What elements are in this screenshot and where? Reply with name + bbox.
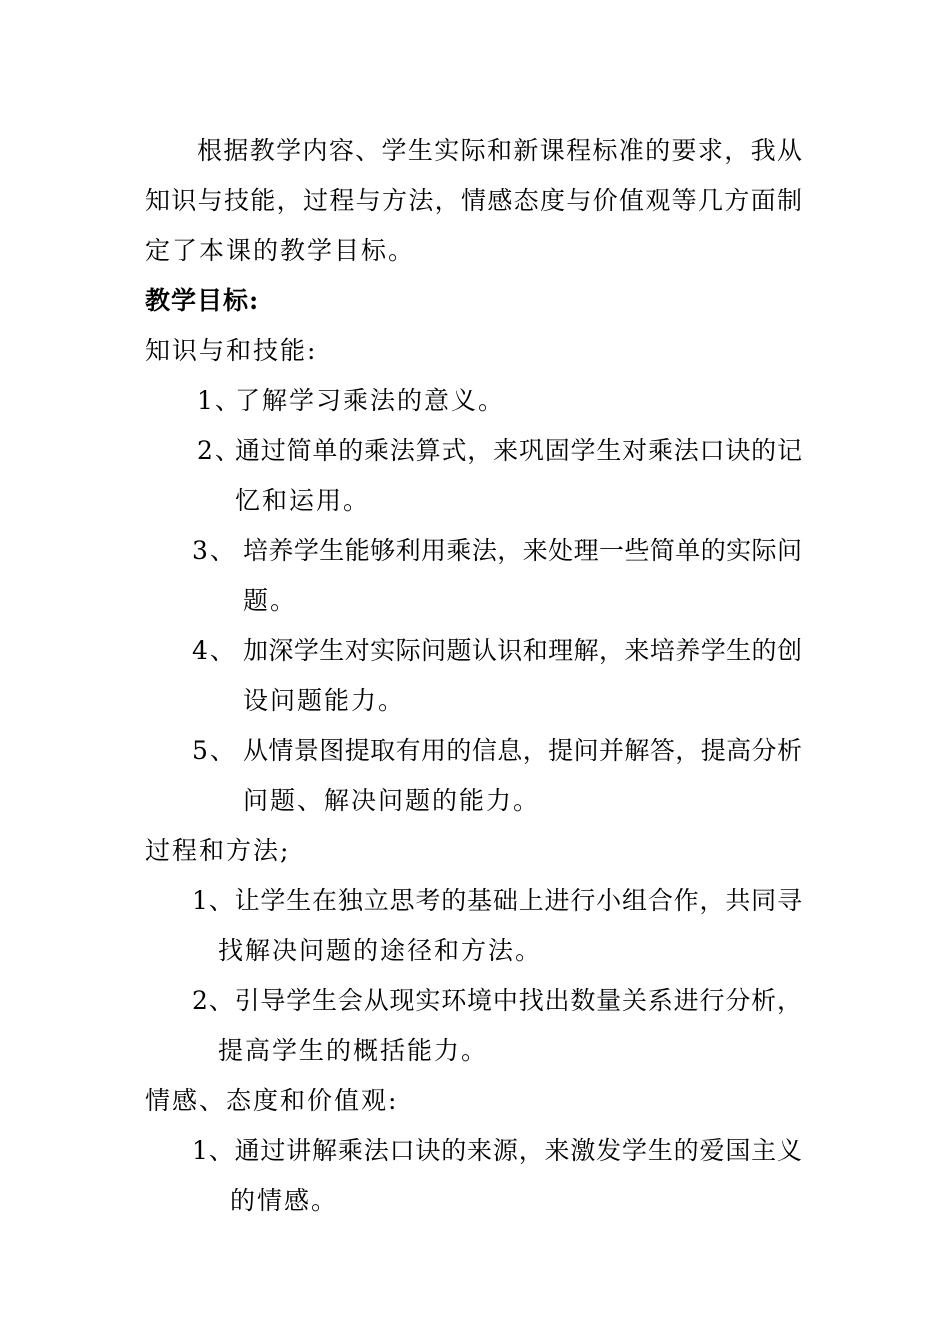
knowledge-item-1-text: 了解学习乘法的意义。	[235, 386, 506, 415]
emotion-item-1-text: 1、通过讲解乘法口诀的来源，来激发学生的爱国主义	[192, 1136, 802, 1165]
process-item-2-text-cont: 提高学生的概括能力。	[218, 1036, 489, 1065]
knowledge-item-2-number: 2、	[197, 436, 242, 465]
knowledge-item-2-text: 通过简单的乘法算式，来巩固学生对乘法口诀的记	[235, 436, 802, 465]
knowledge-item-1-number: 1、	[197, 386, 242, 415]
knowledge-item-3-text-cont: 题。	[243, 586, 298, 615]
knowledge-item-3-text: 培养学生能够利用乘法，来处理一些简单的实际问	[243, 536, 802, 565]
process-item-1-text: 1、让学生在独立思考的基础上进行小组合作，共同寻	[192, 886, 802, 915]
knowledge-item-5-number: 5、	[192, 736, 237, 765]
knowledge-item-2-text-cont: 忆和运用。	[235, 486, 371, 515]
knowledge-item-5-text-cont: 问题、解决问题的能力。	[243, 786, 541, 815]
process-item-1-text-cont: 找解决问题的途径和方法。	[218, 936, 543, 965]
process-heading: 过程和方法;	[145, 836, 291, 865]
emotion-heading: 情感、态度和价值观:	[145, 1086, 399, 1115]
knowledge-item-5-text: 从情景图提取有用的信息，提问并解答，提高分析	[243, 736, 802, 765]
knowledge-heading: 知识与和技能:	[145, 336, 318, 365]
knowledge-item-4-text-cont: 设问题能力。	[243, 686, 406, 715]
knowledge-item-4-number: 4、	[192, 636, 237, 665]
process-item-2-text: 2、引导学生会从现实环境中找出数量关系进行分析，	[192, 986, 802, 1015]
intro-line-2: 知识与技能，过程与方法，情感态度与价值观等几方面制	[145, 186, 802, 215]
knowledge-item-4-text: 加深学生对实际问题认识和理解，来培养学生的创	[243, 636, 802, 665]
knowledge-item-3-number: 3、	[192, 536, 237, 565]
emotion-item-1-text-cont: 的情感。	[230, 1186, 339, 1215]
intro-line-3: 定了本课的教学目标。	[145, 236, 416, 265]
objectives-heading: 教学目标:	[145, 286, 260, 315]
intro-line-1: 根据教学内容、学生实际和新课程标准的要求，我从	[197, 136, 802, 165]
